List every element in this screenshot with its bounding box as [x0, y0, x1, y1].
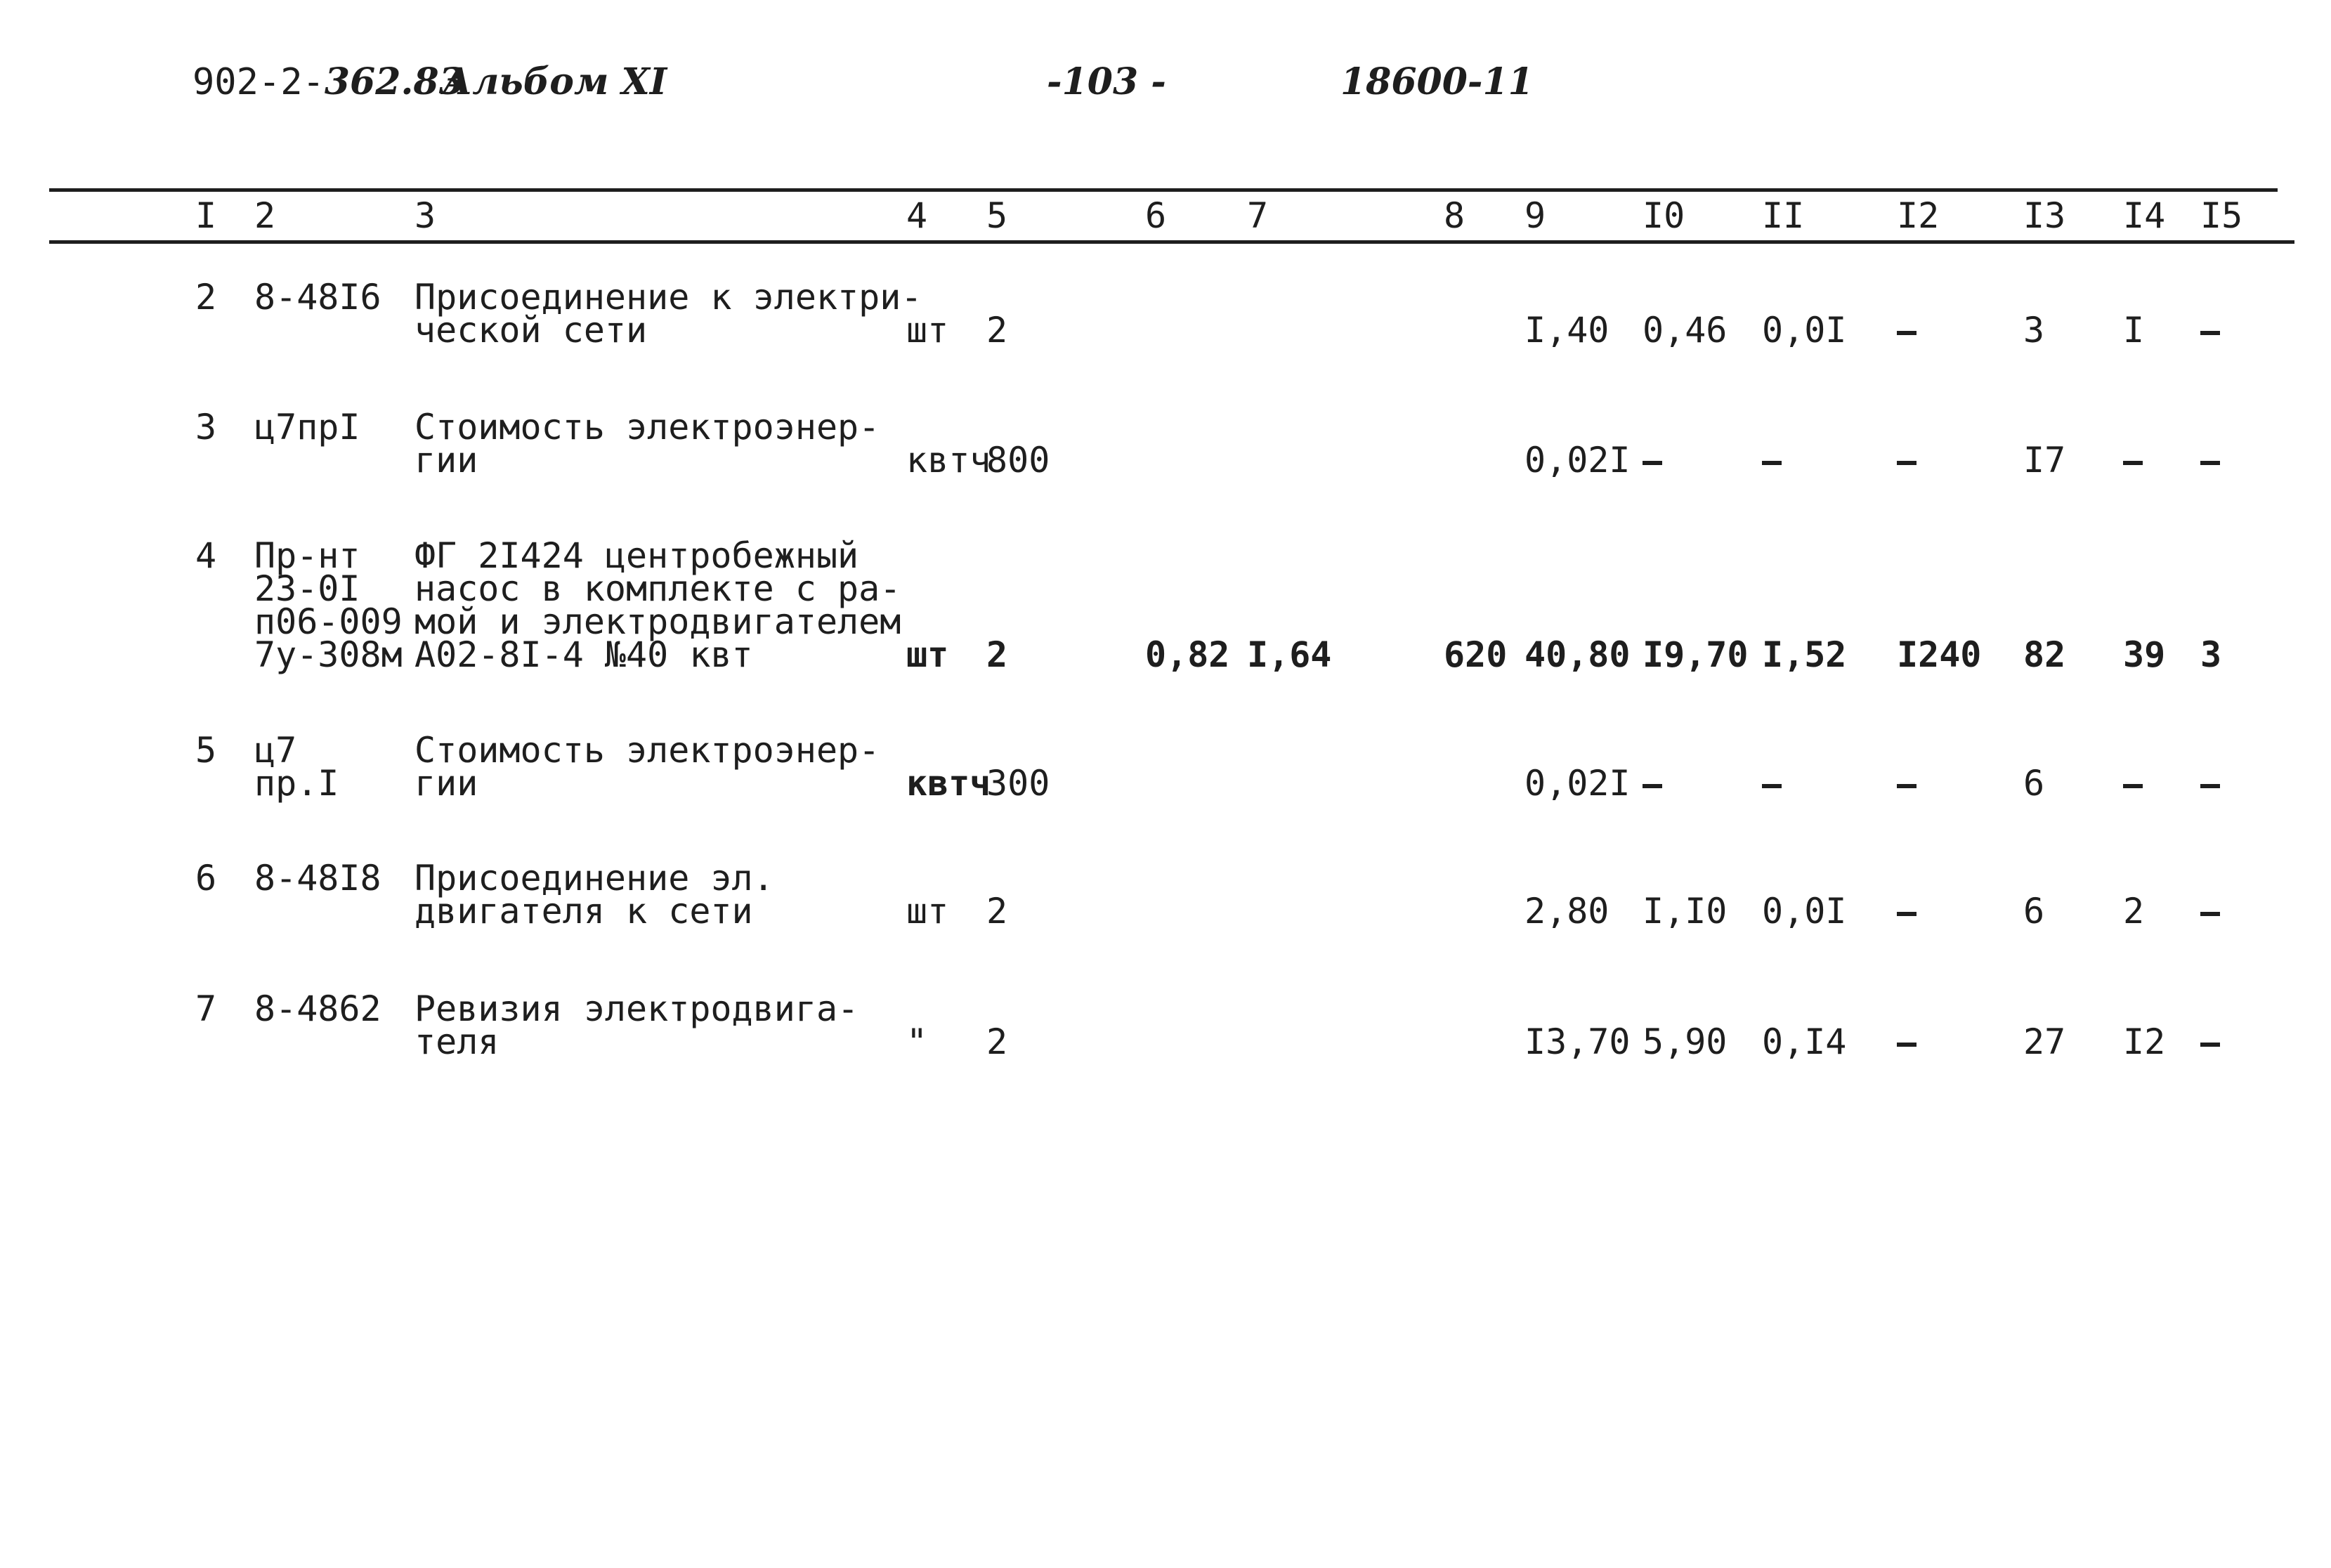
- cell-n: 4: [195, 535, 217, 576]
- column-header-12: I2: [1897, 195, 1940, 236]
- cell-c14: 39: [2123, 634, 2166, 675]
- cell-qty: 300: [986, 763, 1050, 804]
- cell-c10: I,I0: [1643, 891, 1728, 932]
- cell-c15: 3: [2200, 634, 2222, 675]
- doc-number: 18600-11: [1340, 60, 1534, 103]
- dash-mark: [2200, 1026, 2220, 1059]
- cell-name: Стоимость электроэнер- гии: [414, 407, 880, 481]
- dash-mark: [2200, 895, 2220, 928]
- cell-c9: 0,02I: [1524, 440, 1631, 481]
- cell-c8: 620: [1444, 634, 1508, 675]
- cell-c9: 2,80: [1524, 891, 1610, 932]
- cell-unit: ": [906, 1021, 928, 1062]
- cell-c13: 82: [2023, 634, 2066, 675]
- column-header-7: 7: [1247, 195, 1269, 236]
- series-handwritten: 362.83: [324, 60, 464, 103]
- column-header-15: I5: [2200, 195, 2243, 236]
- cell-code: ц7прI: [254, 407, 360, 447]
- cell-c6: 0,82: [1145, 634, 1230, 675]
- cell-c14: I2: [2123, 1021, 2166, 1062]
- cell-code: Пр-нт 23-0I п06-009 7у-308м: [254, 535, 403, 675]
- cell-code: 8-48I6: [254, 277, 381, 318]
- header-series: [192, 60, 464, 103]
- cell-c13: 6: [2023, 891, 2045, 932]
- cell-code: ц7 пр.I: [254, 730, 339, 804]
- cell-c14: I: [2123, 310, 2145, 351]
- cell-c11: I,52: [1762, 634, 1847, 675]
- cell-qty: 2: [986, 634, 1008, 675]
- cell-name: Присоединение к электри- ческой сети: [414, 277, 922, 351]
- cell-n: 3: [195, 407, 217, 447]
- cell-c9: 0,02I: [1524, 763, 1631, 804]
- cell-unit: шт: [906, 634, 949, 675]
- cell-c9: I,40: [1524, 310, 1610, 351]
- column-header-3: 3: [414, 195, 436, 236]
- cell-c7: I,64: [1247, 634, 1332, 675]
- column-header-2: 2: [254, 195, 276, 236]
- cell-c11: 0,I4: [1762, 1021, 1847, 1062]
- cell-c11: 0,0I: [1762, 891, 1847, 932]
- cell-n: 5: [195, 730, 217, 771]
- column-header-1: I: [195, 195, 217, 236]
- cell-qty: 2: [986, 310, 1008, 351]
- cell-c11: 0,0I: [1762, 310, 1847, 351]
- dash-mark: [1897, 895, 1917, 928]
- dash-mark: [2200, 767, 2220, 800]
- dash-mark: [1643, 767, 1662, 800]
- column-header-5: 5: [986, 195, 1008, 236]
- column-header-8: 8: [1444, 195, 1465, 236]
- table-header-rule: [49, 240, 2294, 244]
- cell-c13: 6: [2023, 763, 2045, 804]
- cell-qty: 800: [986, 440, 1050, 481]
- dash-mark: [1897, 314, 1917, 347]
- cell-c12: I240: [1897, 634, 1982, 675]
- cell-n: 2: [195, 277, 217, 318]
- cell-c14: 2: [2123, 891, 2145, 932]
- cell-c10: 0,46: [1643, 310, 1728, 351]
- cell-name: Присоединение эл. двигателя к сети: [414, 858, 774, 932]
- cell-qty: 2: [986, 1021, 1008, 1062]
- cell-unit: шт: [906, 310, 949, 351]
- dash-mark: [2200, 314, 2220, 347]
- dash-mark: [1897, 1026, 1917, 1059]
- table-top-rule: [49, 188, 2278, 192]
- dash-mark: [1897, 444, 1917, 477]
- cell-unit: квтч: [906, 763, 991, 804]
- dash-mark: [2200, 444, 2220, 477]
- cell-n: 7: [195, 988, 217, 1029]
- column-header-6: 6: [1145, 195, 1167, 236]
- album-label: Альбом XI: [443, 60, 667, 103]
- column-header-4: 4: [906, 195, 928, 236]
- cell-c10: I9,70: [1643, 634, 1749, 675]
- cell-c13: 27: [2023, 1021, 2066, 1062]
- dash-mark: [1897, 767, 1917, 800]
- dash-mark: [2123, 767, 2143, 800]
- dash-mark: [1643, 444, 1662, 477]
- cell-name: Стоимость электроэнер- гии: [414, 730, 880, 804]
- column-header-9: 9: [1524, 195, 1546, 236]
- cell-n: 6: [195, 858, 217, 899]
- cell-c9: I3,70: [1524, 1021, 1631, 1062]
- cell-c13: I7: [2023, 440, 2066, 481]
- column-header-14: I4: [2123, 195, 2166, 236]
- column-header-10: I0: [1643, 195, 1685, 236]
- cell-code: 8-48I8: [254, 858, 381, 899]
- cell-c9: 40,80: [1524, 634, 1631, 675]
- cell-c13: 3: [2023, 310, 2045, 351]
- cell-code: 8-4862: [254, 988, 381, 1029]
- cell-name: Ревизия электродвига- теля: [414, 988, 859, 1062]
- dash-mark: [1762, 444, 1782, 477]
- cell-unit: квтч: [906, 440, 991, 481]
- page-number: -103 -: [1047, 60, 1166, 103]
- dash-mark: [1762, 767, 1782, 800]
- series-code: 902-2-: [192, 61, 325, 103]
- column-header-13: I3: [2023, 195, 2066, 236]
- cell-c10: 5,90: [1643, 1021, 1728, 1062]
- dash-mark: [2123, 444, 2143, 477]
- cell-name: ФГ 2I424 центробежный насос в комплекте с ра- мой и электродвигателем А02-8I-4 №40 квт: [414, 535, 901, 675]
- column-header-11: II: [1762, 195, 1805, 236]
- cell-qty: 2: [986, 891, 1008, 932]
- cell-unit: шт: [906, 891, 949, 932]
